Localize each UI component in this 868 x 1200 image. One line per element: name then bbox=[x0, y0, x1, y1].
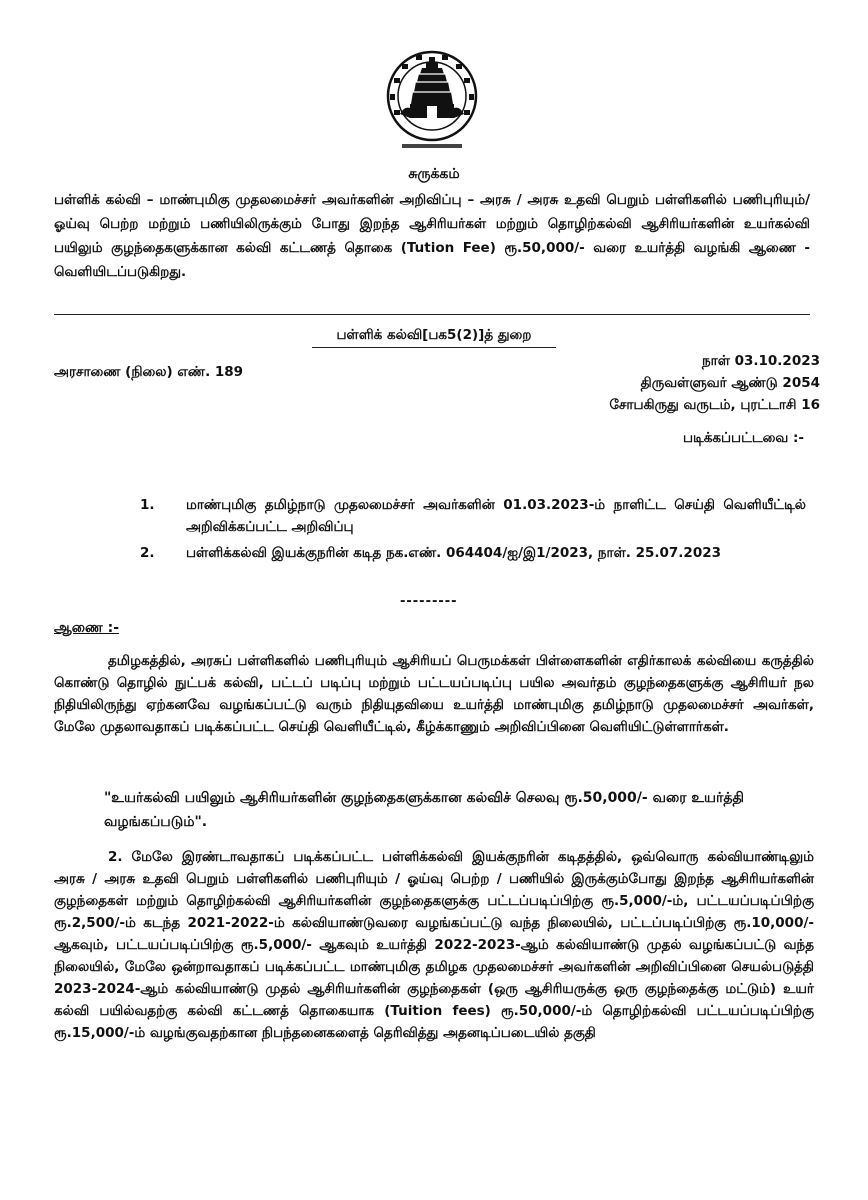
order-subject: பள்ளிக் கல்வி – மாண்புமிகு முதலமைச்சர் அவர்களின் அறிவிப்பு – அரசு / அரசு உதவி பெறும் பள்ளிகளில் பணிபுரியும்/ஓய்வு பெற்ற மற்றும் பணியிலிருக்கும் போது இறந்த ஆசிரியர்கள் மற்றும் தொழிற்கல்வி ஆசிரியர்களின் உயர்கல்வி பயிலும் குழந்தைகளுக்கான கல்வி கட்டணத் தொகை (Tution Fee) ரூ.50,000/- வரை உயர்த்தி வழங்கி ஆணை - வெளியிடப்படுகிறது. bbox=[54, 192, 810, 280]
date-block bbox=[609, 350, 820, 416]
thiruvalluvar-year: திருவள்ளுவர் ஆண்டு 2054 bbox=[640, 375, 820, 391]
order-date: நாள் 03.10.2023 bbox=[702, 353, 820, 369]
order-paragraph-2 bbox=[54, 846, 814, 1044]
summary-heading: சுருக்கம் bbox=[408, 166, 460, 182]
tamil-calendar-date: சோபகிருது வருடம், புரட்டாசி 16 bbox=[609, 397, 820, 413]
reference-number: 2. bbox=[140, 545, 155, 561]
order-paragraph-1 bbox=[54, 650, 814, 738]
divider-line bbox=[54, 314, 810, 315]
paragraph-text: 2. மேலே இரண்டாவதாகப் படிக்கப்பட்ட பள்ளிக்கல்வி இயக்குநரின் கடிதத்தில், ஒவ்வொரு கல்வியாண்டிலும் அரசு / அரசு உதவி பெறும் பள்ளிகளில் பணிபுரியும் / ஓய்வு பெற்ற / பணியில் இருக்கும்போது இறந்த ஆசிரியர்களின் குழந்தைகள் மற்றும் தொழிற்கல்வி ஆசிரியர்களின் குழந்தைகளுக்கு பட்டப்படிப்பிற்கு ரூ.5,000/-ம், பட்டயப்படிப்பிற்கு ரூ.2,500/-ம் கடந்த 2021-2022-ம் கல்வியாண்டுவரை வழங்கப்பட்டு வந்த நிலையில், பட்டப்படிப்பிற்கு ரூ.10,000/-ஆகவும், பட்டயப்படிப்பிற்கு ரூ.5,000/- ஆகவும் உயர்த்தி 2022-2023-ஆம் கல்வியாண்டு முதல் வழங்கப்பட்டு வந்த நிலையில், மேலே ஒன்றாவதாகப் படிக்கப்பட்ட மாண்புமிகு தமிழக முதலமைச்சர் அவர்களின் அறிவிப்பினை செயல்படுத்தி 2023-2024-ஆம் கல்வியாண்டு முதல் ஆசிரியர்களின் குழந்தைகள் (ஒரு ஆசிரியருக்கு ஒரு குழந்தைக்கு மட்டும்) உயர் கல்வி பயில்வதற்கு கல்வி கட்டணத் தொகையாக (Tuition fees) ரூ.50,000/-ம் தொழிற்கல்வி பட்டயப்படிப்பிற்கு ரூ.15,000/-ம் வழங்குவதற்கான நிபந்தனைகளைத் தெரிவித்து அதனடிப்படையில் தகுதி bbox=[54, 849, 814, 1041]
reference-number: 1. bbox=[140, 497, 155, 513]
read-heading: படிக்கப்பட்டவை :- bbox=[682, 430, 804, 446]
department-name: பள்ளிக் கல்வி[பக5(2)]த் துறை bbox=[336, 327, 532, 343]
reference-text: பள்ளிக்கல்வி இயக்குநரின் கடித நக.எண். 064404/ஐ/இ1/2023, நாள். 25.07.2023 bbox=[186, 545, 721, 561]
go-number: அரசாணை (நிலை) எண். 189 bbox=[54, 364, 244, 380]
announcement-quote: "உயர்கல்வி பயிலும் ஆசிரியர்களின் குழந்தைகளுக்கான கல்விச் செலவு ரூ.50,000/- வரை உயர்த்தி வழங்கப்படும்". bbox=[104, 790, 744, 830]
reference-text: மாண்புமிகு தமிழ்நாடு முதலமைச்சர் அவர்களின் 01.03.2023-ம் நாளிட்ட செய்தி வெளியீட்டில் அறிவிக்கப்பட்ட அறிவிப்பு bbox=[186, 497, 806, 535]
paragraph-text: தமிழகத்தில், அரசுப் பள்ளிகளில் பணிபுரியும் ஆசிரியப் பெருமக்கள் பிள்ளைகளின் எதிர்காலக் கல்வியை கருத்தில் கொண்டு தொழில் நுட்பக் கல்வி, பட்டப் படிப்பு மற்றும் பட்டயப்படிப்பு பயில அவர்தம் குழந்தைகளுக்கு ஆசிரியர் நல நிதியிலிருந்து ஏற்கனவே வழங்கப்பட்டு வரும் நிதியுதவியை உயர்த்தி மாண்புமிகு தமிழ்நாடு முதலமைச்சர் அவர்கள், மேலே முதலாவதாகப் படிக்கப்பட்ட செய்தி வெளியீட்டில், கீழ்க்காணும் அறிவிப்பினை வெளியிட்டுள்ளார்கள். bbox=[54, 653, 814, 735]
department-underline bbox=[312, 347, 556, 348]
order-heading: ஆணை :- bbox=[54, 620, 120, 636]
tamil-nadu-government-emblem-icon bbox=[372, 48, 492, 154]
separator: --------- bbox=[400, 594, 458, 609]
